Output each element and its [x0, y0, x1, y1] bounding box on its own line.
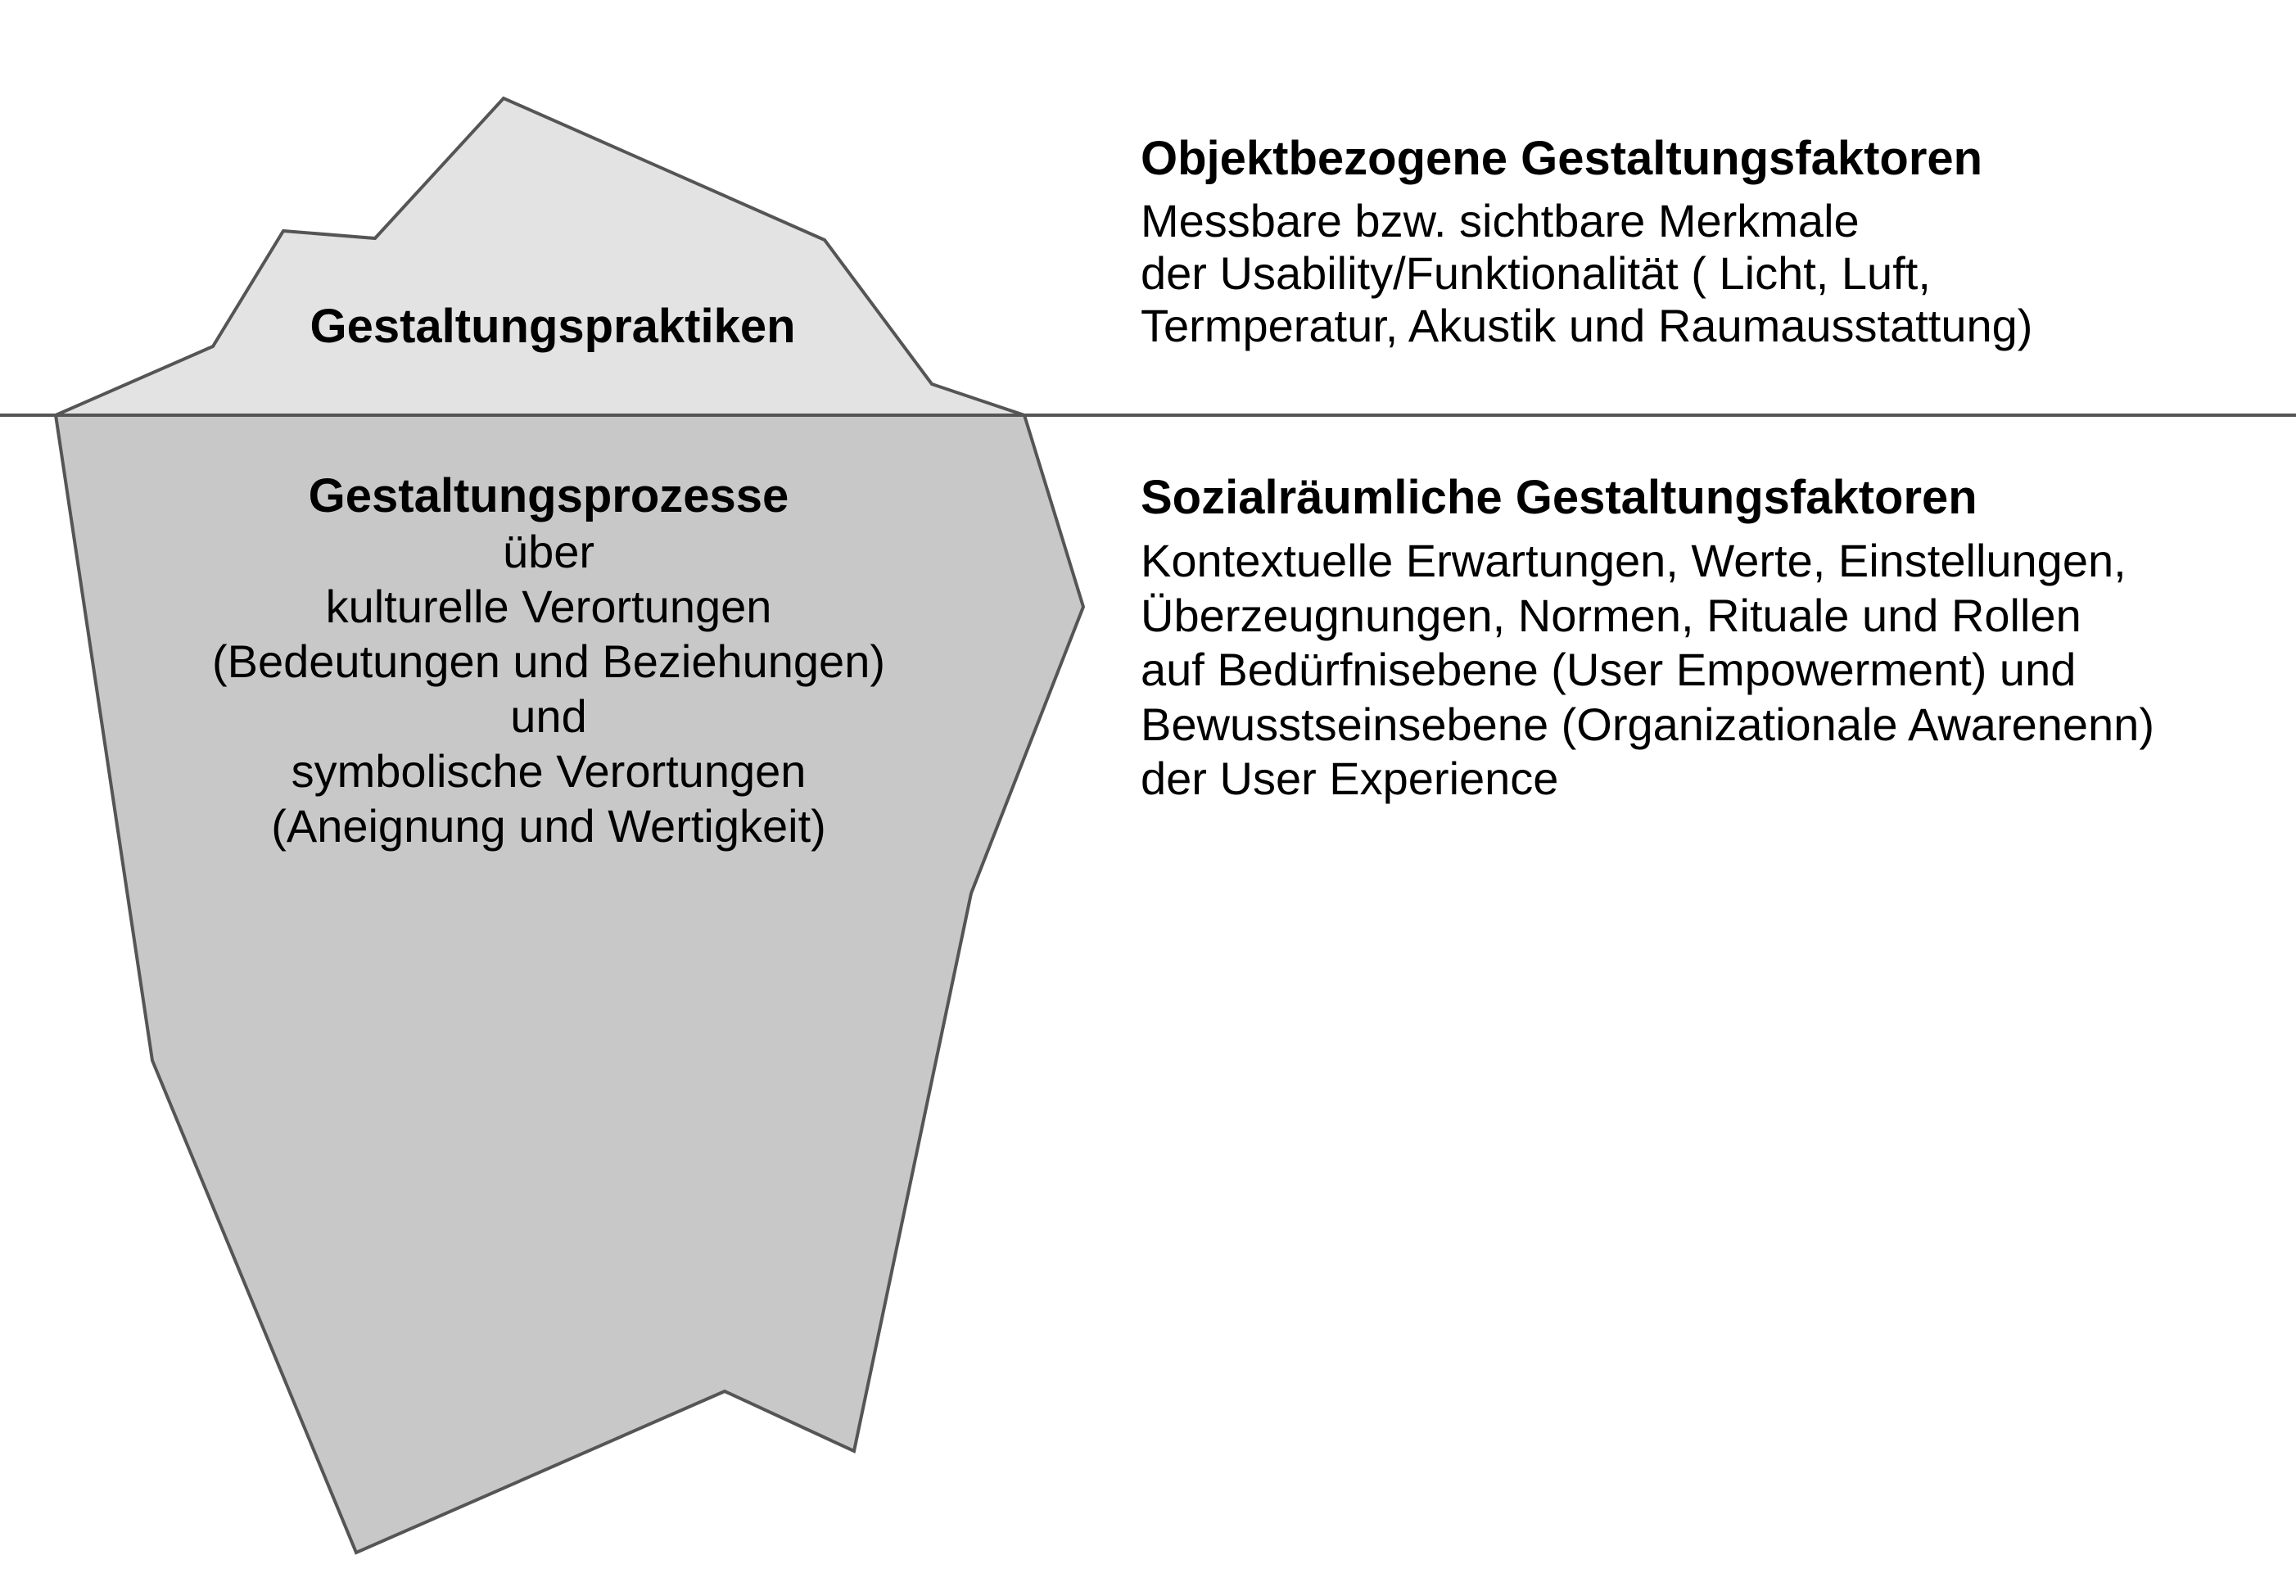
iceberg-body-line: (Aneignung und Wertigkeit) — [271, 800, 826, 852]
social-factors-line: Überzeugnungen, Normen, Rituale und Rollen — [1141, 589, 2081, 641]
social-factors-line: Kontextuelle Erwartungen, Werte, Einstellungen, — [1141, 535, 2127, 586]
iceberg-body-line: (Bedeutungen und Beziehungen) — [211, 635, 885, 687]
iceberg-body-line: über — [502, 526, 595, 577]
iceberg-body-line: kulturelle Verortungen — [325, 581, 772, 632]
object-factors-line: der Usability/Funktionalität ( Licht, Luft, — [1141, 247, 1931, 299]
social-factors-line: auf Bedürfnisebene (User Empowerment) und — [1141, 644, 2077, 695]
social-factors-line: Bewusstseinsebene (Organizationale Awarenenn) — [1141, 698, 2154, 750]
social-factors-block — [1141, 468, 2279, 807]
iceberg-body-line: symbolische Verortungen — [291, 745, 807, 797]
social-factors-line: der User Experience — [1141, 753, 1559, 804]
iceberg-body-line: und — [510, 690, 587, 742]
object-factors-line: Termperatur, Akustik und Raumausstattung) — [1141, 300, 2033, 351]
iceberg-tip-label: Gestaltungspraktiken — [310, 300, 796, 353]
iceberg-body-text — [90, 468, 1007, 853]
social-factors-heading: Sozialräumliche Gestaltungsfaktoren — [1141, 471, 1977, 524]
iceberg-body-title: Gestaltungsprozesse — [308, 469, 789, 522]
object-factors-heading: Objektbezogene Gestaltungsfaktoren — [1141, 132, 1983, 185]
object-factors-line: Messbare bzw. sichtbare Merkmale — [1141, 195, 1860, 246]
iceberg-tip — [56, 98, 1024, 415]
object-factors-block — [1141, 129, 2279, 352]
